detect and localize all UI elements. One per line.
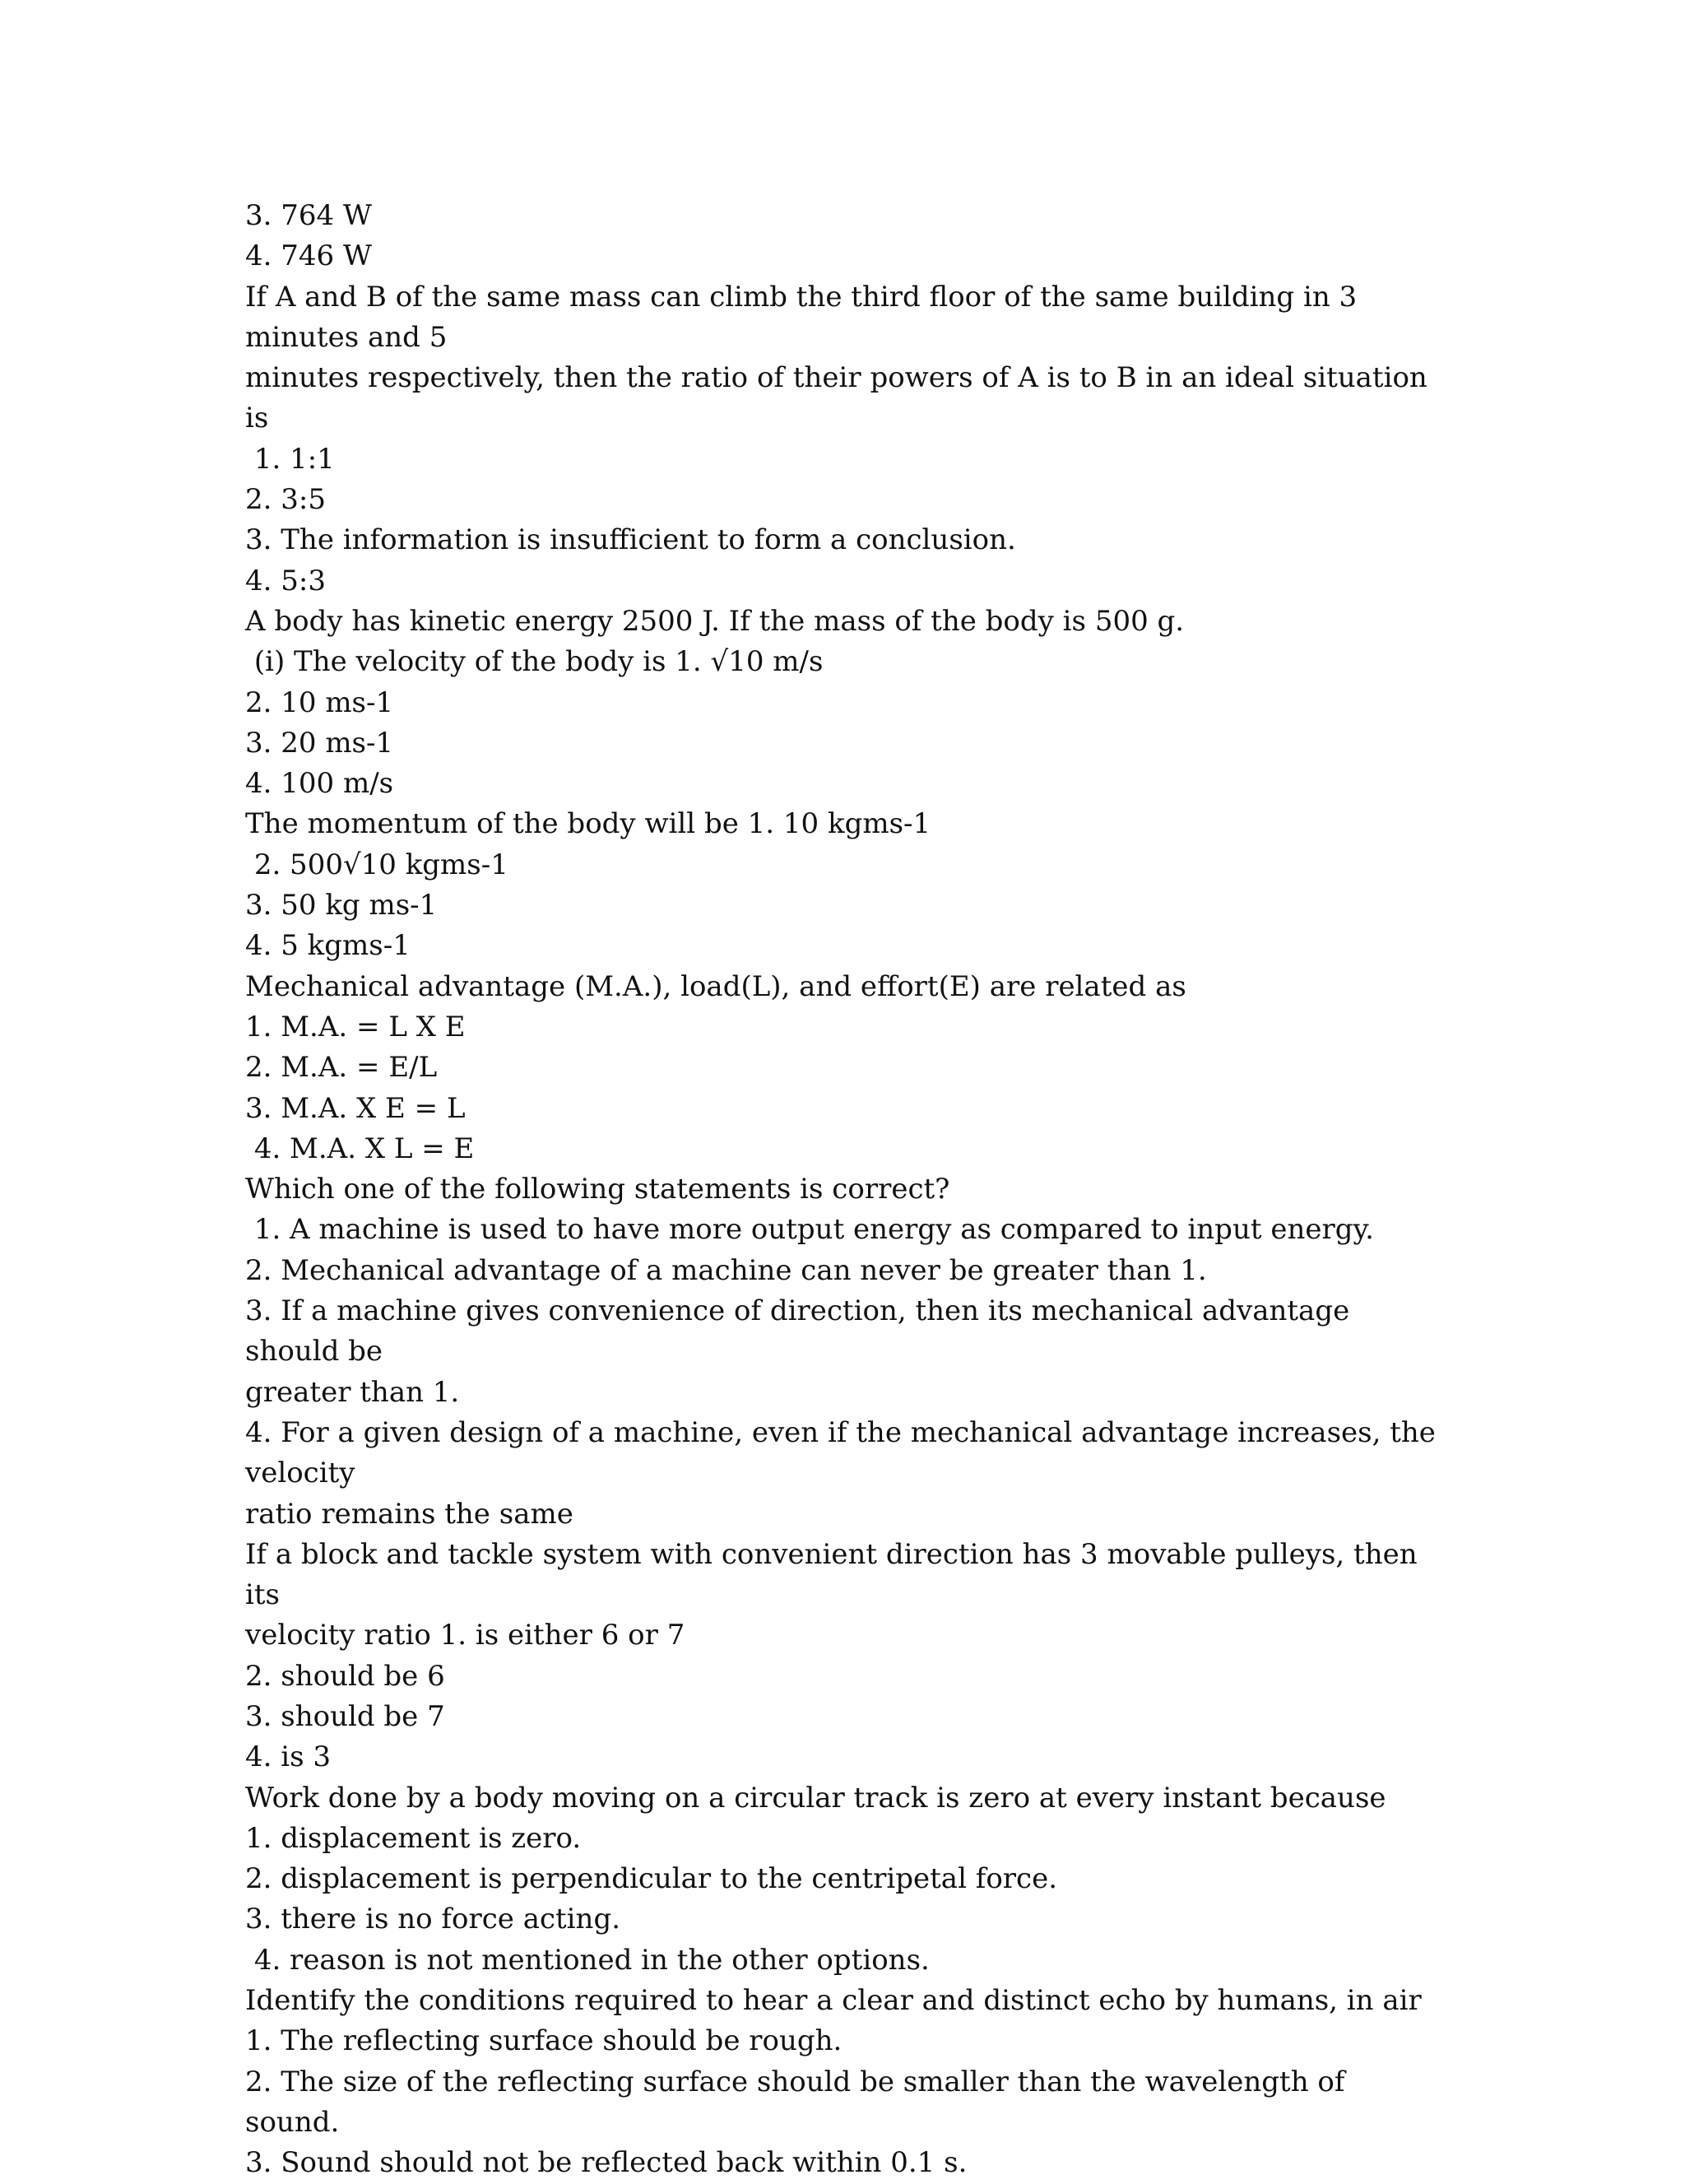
option-line: 3. The information is insufficient to form a conclusion. xyxy=(245,523,1016,557)
text-line: 4. 746 W xyxy=(245,239,372,273)
question-text: (i) The velocity of the body is 1. √10 m/s xyxy=(245,645,824,679)
question-text: If A and B of the same mass can climb the third floor of the same building in 3 minutes and 5 xyxy=(245,280,1366,354)
option-line: 2. should be 6 xyxy=(245,1659,445,1693)
option-line: 4. is 3 xyxy=(245,1740,332,1774)
option-line: greater than 1. xyxy=(245,1375,460,1409)
question-text: Identify the conditions required to hear a clear and distinct echo by humans, in air xyxy=(245,1984,1422,2018)
option-line: 1. The reflecting surface should be rough. xyxy=(245,2024,842,2058)
option-line: ratio remains the same xyxy=(245,1497,573,1531)
text-line: 3. 764 W xyxy=(245,199,372,232)
option-line: 4. reason is not mentioned in the other options. xyxy=(245,1943,930,1977)
option-line: 1. A machine is used to have more output energy as compared to input energy. xyxy=(245,1213,1374,1247)
option-line: 2. 10 ms-1 xyxy=(245,685,394,719)
option-line: 1. 1:1 xyxy=(245,442,335,476)
option-line: 3. If a machine gives convenience of direction, then its mechanical advantage should be xyxy=(245,1294,1359,1368)
question-text: If a block and tackle system with convenient direction has 3 movable pulleys, then its xyxy=(245,1537,1427,1612)
option-line: 4. M.A. X L = E xyxy=(245,1131,475,1165)
option-line: 4. 5:3 xyxy=(245,564,326,597)
option-line: 3. there is no force acting. xyxy=(245,1903,621,1936)
question-text: Work done by a body moving on a circular track is zero at every instant because xyxy=(245,1781,1386,1815)
option-line: 2. The size of the reflecting surface should be smaller than the wavelength of sound. xyxy=(245,2065,1354,2139)
option-line: 2. 3:5 xyxy=(245,483,326,517)
question-text: The momentum of the body will be 1. 10 kgms-1 xyxy=(245,807,931,841)
option-line: 4. 5 kgms-1 xyxy=(245,929,411,963)
option-line: 3. should be 7 xyxy=(245,1699,445,1733)
question-text: Which one of the following statements is correct? xyxy=(245,1173,950,1206)
question-text: minutes respectively, then the ratio of their powers of A is to B in an ideal situation is xyxy=(245,361,1437,435)
option-line: 3. Sound should not be reflected back within 0.1 s. xyxy=(245,2146,968,2180)
option-line: 2. Mechanical advantage of a machine can never be greater than 1. xyxy=(245,1253,1207,1287)
option-line: 3. M.A. X E = L xyxy=(245,1091,466,1125)
option-line: 1. M.A. = L X E xyxy=(245,1010,466,1043)
option-line: 2. displacement is perpendicular to the centripetal force. xyxy=(245,1862,1058,1896)
option-line: 1. displacement is zero. xyxy=(245,1821,582,1855)
question-text: A body has kinetic energy 2500 J. If the mass of the body is 500 g. xyxy=(245,604,1185,638)
option-line: 4. 100 m/s xyxy=(245,767,394,801)
question-text: velocity ratio 1. is either 6 or 7 xyxy=(245,1619,685,1652)
option-line: 2. 500√10 kgms-1 xyxy=(245,848,508,881)
document-text xyxy=(245,196,1446,2184)
option-line: 4. For a given design of a machine, even if the mechanical advantage increases, the velocity xyxy=(245,1415,1445,1490)
option-line: 2. M.A. = E/L xyxy=(245,1051,438,1085)
question-text: Mechanical advantage (M.A.), load(L), and effort(E) are related as xyxy=(245,969,1186,1003)
option-line: 3. 50 kg ms-1 xyxy=(245,889,438,922)
option-line: 3. 20 ms-1 xyxy=(245,726,394,760)
